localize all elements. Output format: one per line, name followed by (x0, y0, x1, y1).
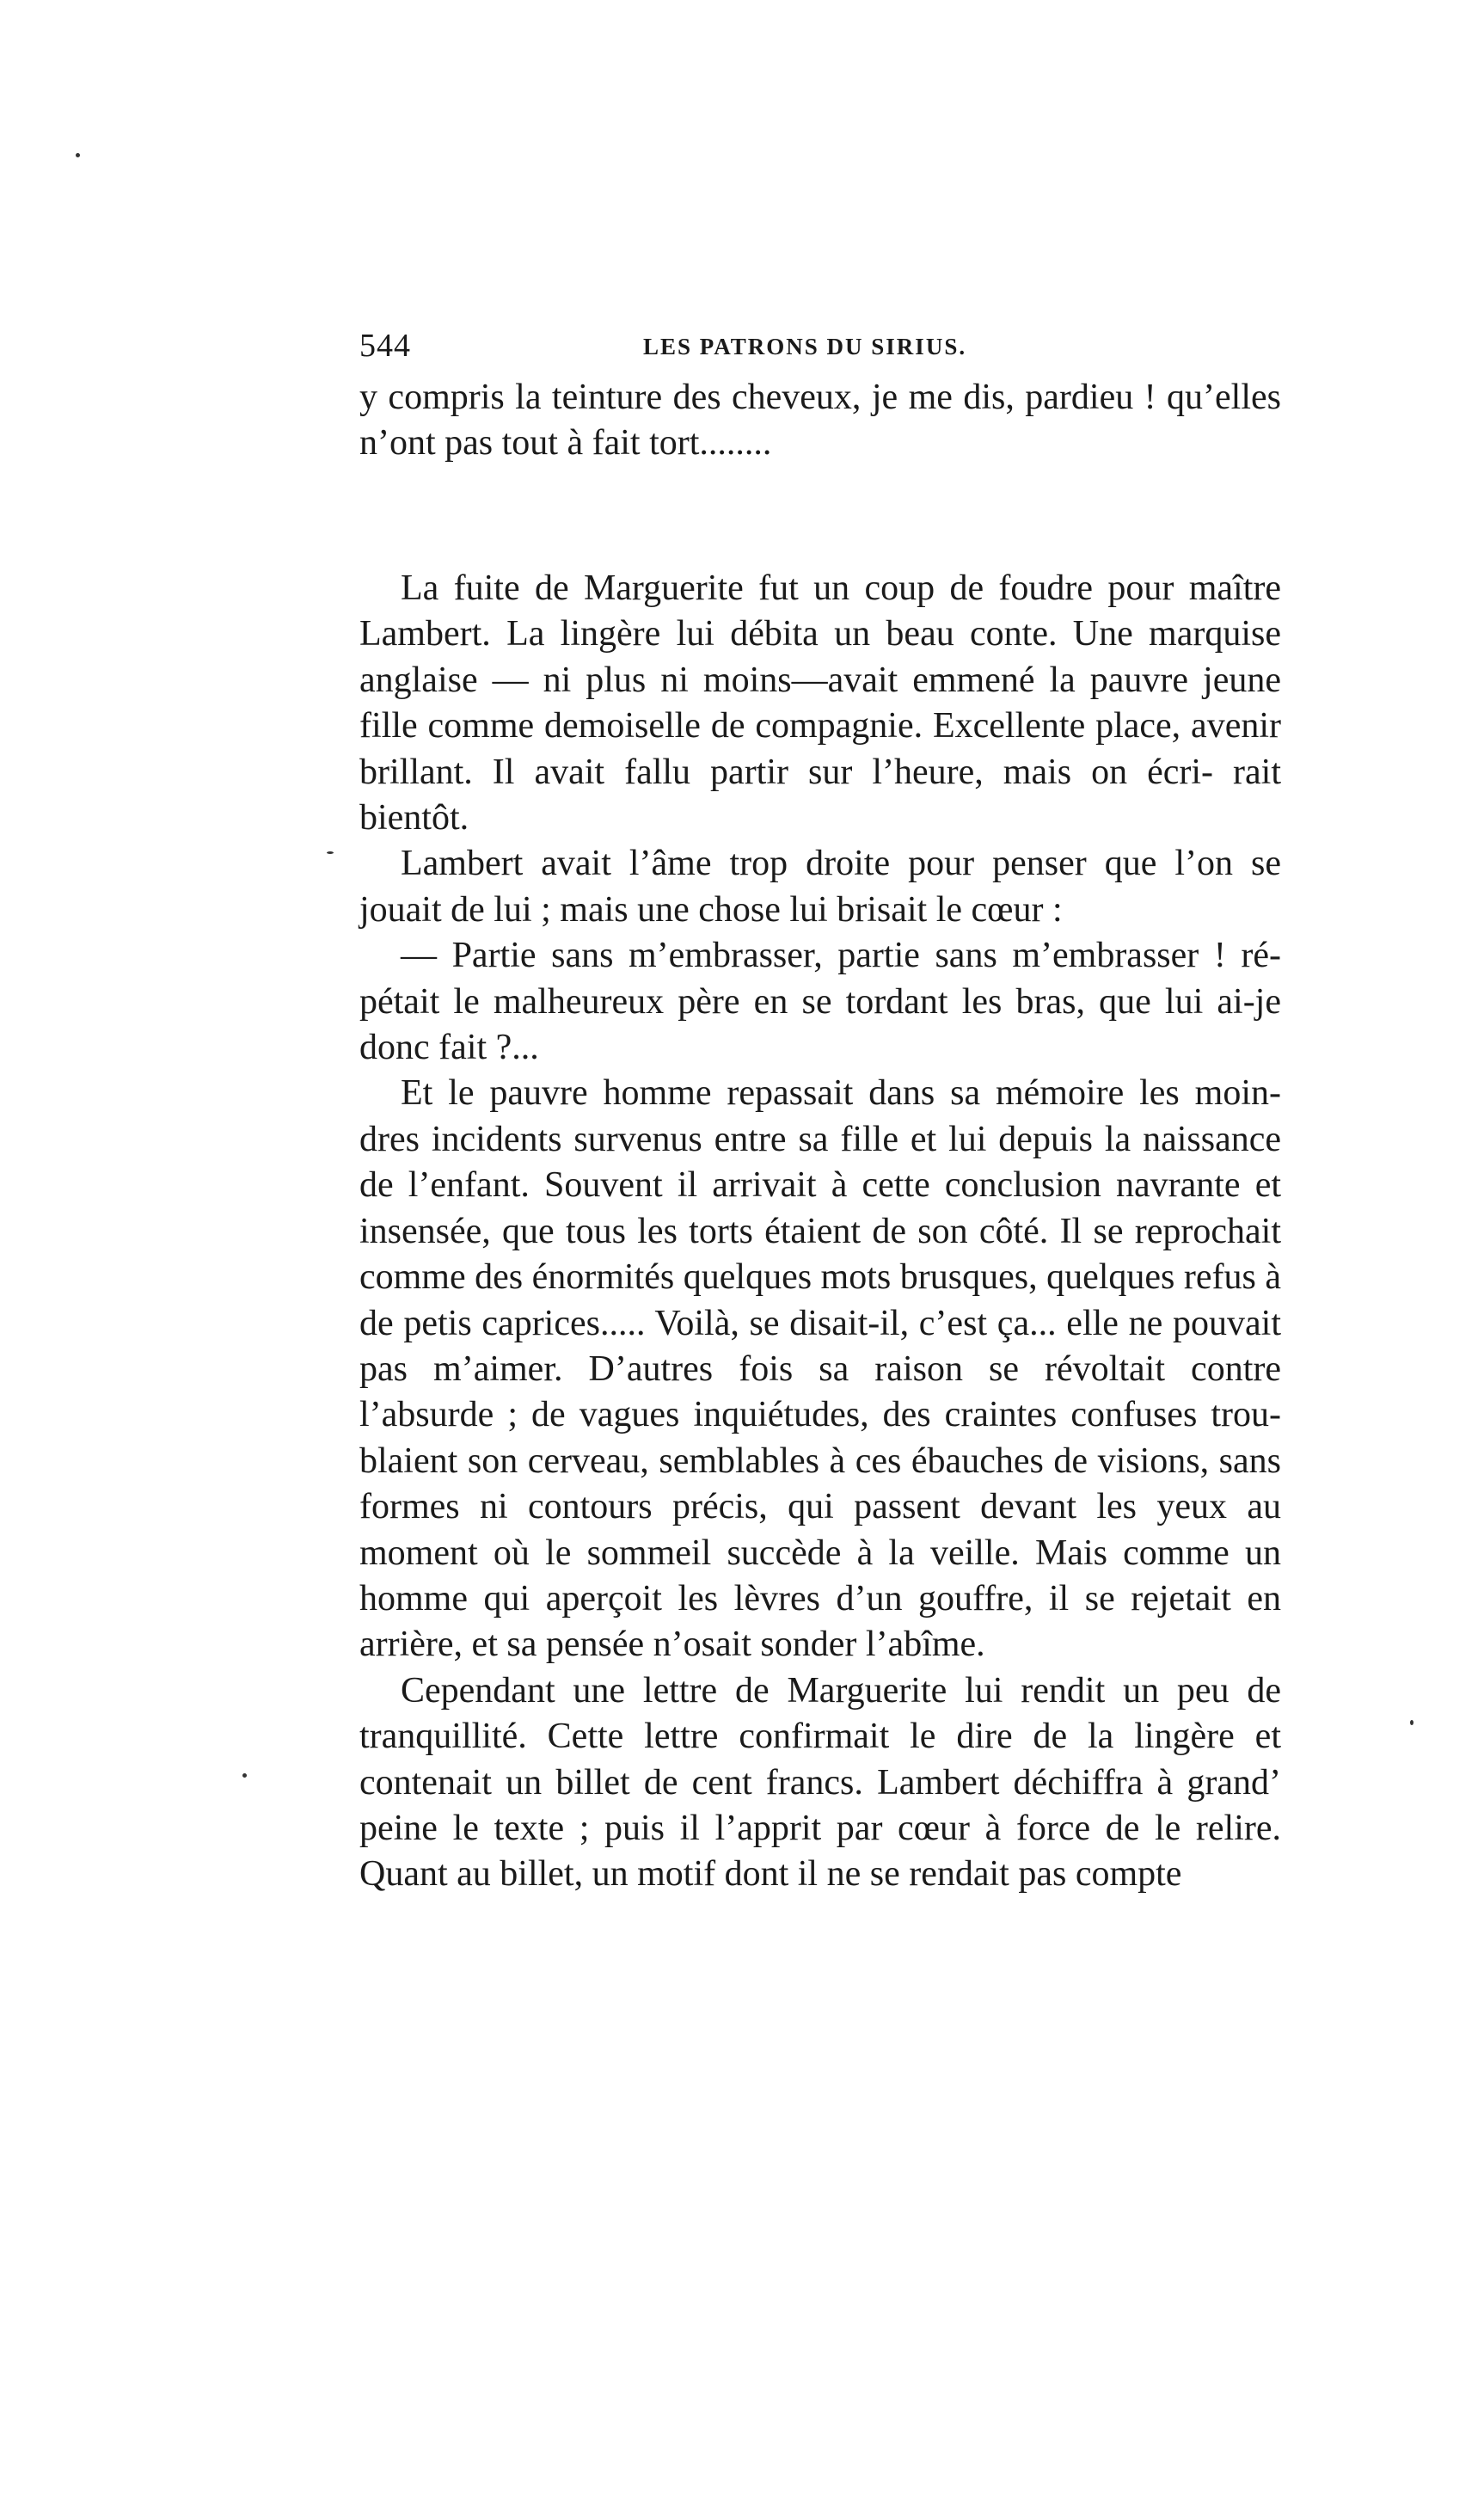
paragraph: y compris la teinture des cheveux, je me dis, pardieu ! qu’elles n’ont pas tout à fait tort........ (359, 378, 1281, 464)
paragraph: Cependant une lettre de Marguerite lui rendit un peu de tranquillité. Cette lettre confirmait le dire de la lingère et contenait un billet de cent francs. Lambert déchiffra à grand’ peine le texte ; puis il l’apprit par cœur à force de le relire. Quant au billet, un motif dont il ne se rendait pas compte (359, 1670, 1281, 1895)
scan-speck (1410, 1720, 1413, 1725)
paragraph: Lambert avait l’âme trop droite pour penser que l’on se jouait de lui ; mais une chose lui brisait le cœur : (359, 844, 1281, 930)
paragraph: — Partie sans m’embrasser, partie sans m’embrasser ! ré- pétait le malheureux père en se tordant les bras, que lui ai-je donc fait ?... (359, 936, 1281, 1068)
page-number: 544 (359, 328, 411, 364)
paragraph: La fuite de Marguerite fut un coup de foudre pour maître Lambert. La lingère lui débita un beau conte. Une marquise anglaise — ni plus ni moins—avait emmené la pauvre jeune fille comme demoiselle de compagnie. Excellente place, avenir brillant. Il avait fallu partir sur l’heure, mais on écri- rait bientôt. (359, 568, 1281, 838)
text-block-continuation (359, 375, 1281, 467)
paragraph: Et le pauvre homme repassait dans sa mémoire les moin- dres incidents survenus entre sa fille et lui depuis la naissance de l’enfant. Souvent il arrivait à cette conclusion navrante et insensée, que tous les torts étaient de son côté. Il se reprochait comme des énormités quelques mots brusques, quelques refus à de petis caprices..... Voilà, se disait-il, c’est ça... elle ne pouvait pas m’aimer. D’autres fois sa raison se révoltait contre l’absurde ; de vagues inquiétudes, des craintes confuses trou- blaient son cerveau, semblables à ces ébauches de visions, sans formes ni contours précis, qui passent devant les yeux au moment où le sommeil succède à la veille. Mais comme un homme qui aperçoit les lèvres d’un gouffre, il se rejetait en arrière, et sa pensée n’osait sonder l’abîme. (359, 1073, 1281, 1665)
running-title: LES PATRONS DU SIRIUS. (643, 334, 967, 359)
text-block-main (359, 566, 1281, 1898)
page-header (359, 327, 1279, 370)
scan-speck (327, 851, 334, 854)
scan-speck (76, 153, 80, 157)
scan-speck (242, 1773, 247, 1778)
